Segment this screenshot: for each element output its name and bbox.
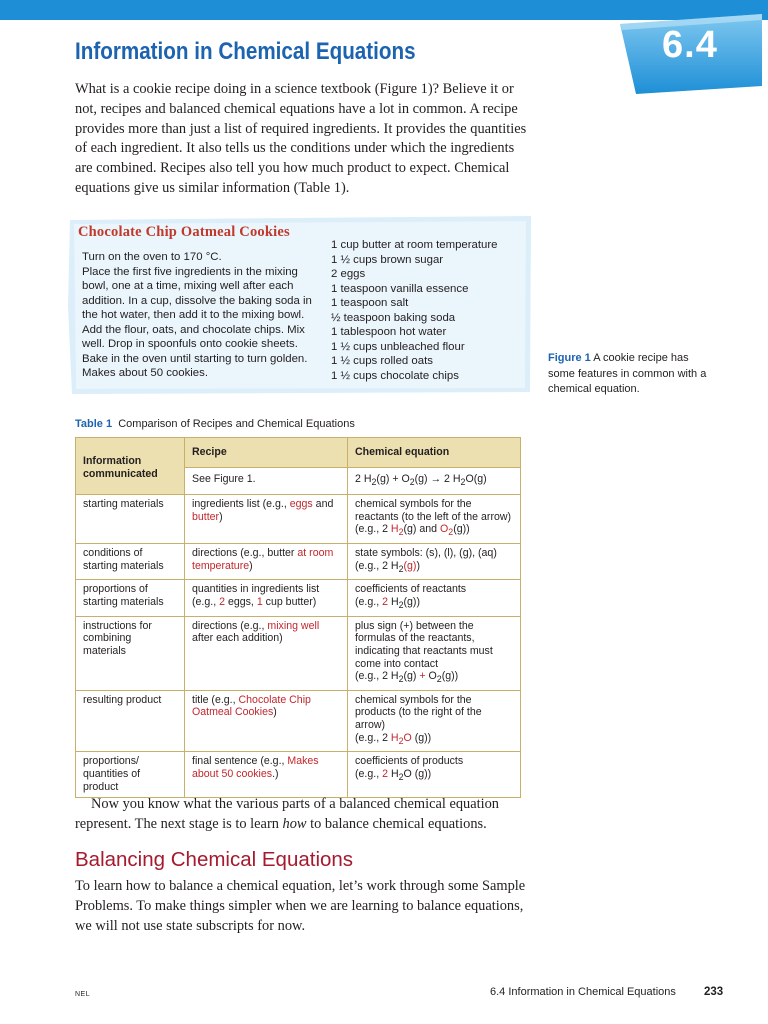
table-header-row xyxy=(76,438,521,468)
comparison-table xyxy=(75,437,521,798)
summary-text-end: to balance chemical equations. xyxy=(306,815,487,832)
recipe-step: the hot water, then add it to the mixing bowl. xyxy=(82,309,305,321)
recipe-step: Bake in the oven until starting to turn golden. xyxy=(82,352,308,365)
page-number: 233 xyxy=(704,986,724,998)
header-info: Information communicated xyxy=(76,438,185,495)
recipe-step: addition. In a cup, dissolve the baking soda in xyxy=(82,294,312,307)
cell-recipe: directions (e.g., mixing well after each addition) xyxy=(185,616,348,690)
table-caption xyxy=(75,418,355,430)
table-caption-text: Comparison of Recipes and Chemical Equations xyxy=(118,418,355,430)
balancing-paragraph: To learn how to balance a chemical equation, let’s work through some Sample Problems. To make things simpler when we are learning to balance equations, we will not use state subscripts for now. xyxy=(75,878,526,934)
recipe-step: well. Drop in spoonfuls onto cookie sheets. xyxy=(82,338,298,350)
cell-recipe: quantities in ingredients list (e.g., 2 eggs, 1 cup butter) xyxy=(185,580,348,616)
cell-equation: coefficients of products (e.g., 2 $H_2O$ (g)) xyxy=(348,752,521,798)
cell-info: proportions of starting materials xyxy=(76,580,185,616)
table-row xyxy=(76,616,521,690)
recipe-step: bowl, one at a time, mixing well after each xyxy=(82,280,294,292)
cell-info: conditions of starting materials xyxy=(76,544,185,580)
cell-equation: chemical symbols for the reactants (to the left of the arrow) (e.g., 2 $H_2(g)$ and $O_2(g)$) xyxy=(348,495,521,544)
cell-recipe: directions (e.g., butter at room temperature) xyxy=(185,544,348,580)
summary-text: Now you know what the various parts of a balanced chemical equation represent. The next stage is to learn xyxy=(75,796,500,832)
summary-emphasis: how xyxy=(282,815,307,832)
section-number: 6.4 xyxy=(662,24,718,66)
header-equation: Chemical equation xyxy=(348,438,521,468)
ingredient-item: 1 ½ cups rolled oats xyxy=(331,355,433,367)
table-row xyxy=(76,752,521,798)
ingredient-item: 1 ½ cups brown sugar xyxy=(331,253,444,266)
cell-recipe: ingredients list (e.g., eggs and butter) xyxy=(185,495,348,544)
cell-info: resulting product xyxy=(76,690,185,751)
cell-equation: chemical symbols for the products (to the right of the arrow) (e.g., 2 $H_2O$ (g)) xyxy=(348,690,521,751)
page-title: Information in Chemical Equations xyxy=(75,38,416,65)
cell-equation: state symbols: (s), (l), (g), (aq) (e.g., 2 $H_2(g)$) xyxy=(348,544,521,580)
table-row xyxy=(76,580,521,616)
table-row xyxy=(76,690,521,751)
table-row xyxy=(76,544,521,580)
cell-info: starting materials xyxy=(76,495,185,544)
recipe-ingredients xyxy=(331,238,498,383)
figure-caption xyxy=(548,351,718,398)
cell-recipe: See Figure 1. xyxy=(185,467,348,495)
ingredient-item: 1 ½ cups chocolate chips xyxy=(331,369,459,382)
footer-section: 6.4 Information in Chemical Equations xyxy=(490,986,676,998)
ingredient-item: 1 teaspoon vanilla essence xyxy=(331,282,469,295)
section-heading: Balancing Chemical Equations xyxy=(75,848,354,871)
ingredient-item: 2 eggs xyxy=(331,268,366,280)
ingredient-item: 1 teaspoon salt xyxy=(331,297,409,309)
ingredient-item: ½ teaspoon baking soda xyxy=(331,311,456,324)
ingredient-item: 1 tablespoon hot water xyxy=(331,326,447,338)
table-label: Table 1 xyxy=(75,418,113,430)
summary-paragraph xyxy=(75,795,535,835)
header-recipe: Recipe xyxy=(185,438,348,468)
cell-info: proportions/ quantities of product xyxy=(76,752,185,798)
recipe-step: Add the flour, oats, and chocolate chips. Mix xyxy=(82,323,305,336)
cell-recipe: final sentence (e.g., Makes about 50 cookies.) xyxy=(185,752,348,798)
recipe-step: Place the first five ingredients in the mixing xyxy=(82,265,298,278)
cell-recipe: title (e.g., Chocolate Chip Oatmeal Cookies) xyxy=(185,690,348,751)
recipe-instructions xyxy=(82,250,312,381)
intro-paragraph: What is a cookie recipe doing in a science textbook (Figure 1)? Believe it or not, recipes and balanced chemical equations have a lot in common. A recipe provides more than just a list of required ingredients. It provides the quantities of each ingredient. It also tells us the conditions under which the ingredients are combined. Recipes also tell you how much product to expect. Chemical equations give us similar information (Table 1). xyxy=(75,81,527,196)
footer-publisher: NEL xyxy=(75,991,91,998)
ingredient-item: 1 ½ cups unbleached flour xyxy=(331,340,465,353)
figure-label: Figure 1 xyxy=(548,352,591,364)
cell-equation: plus sign (+) between the formulas of the reactants, indicating that reactants must come into contact (e.g., 2 $H_2(g) + O_2(g)$) xyxy=(348,616,521,690)
ingredient-item: 1 cup butter at room temperature xyxy=(331,239,498,251)
cell-info: instructions for combining materials xyxy=(76,616,185,690)
recipe-step: Makes about 50 cookies. xyxy=(82,367,209,379)
cell-equation: 2 $H_2(g) + O_2(g) \to 2$ $H_2O(g)$ xyxy=(348,467,521,495)
table-row xyxy=(76,495,521,544)
recipe-step: Turn on the oven to 170 °C. xyxy=(82,251,222,263)
recipe-title: Chocolate Chip Oatmeal Cookies xyxy=(78,224,290,240)
figure-caption-text: A cookie recipe has some features in common with a chemical equation. xyxy=(548,352,707,395)
cell-equation: coefficients of reactants (e.g., 2 $H_2(g)$) xyxy=(348,580,521,616)
